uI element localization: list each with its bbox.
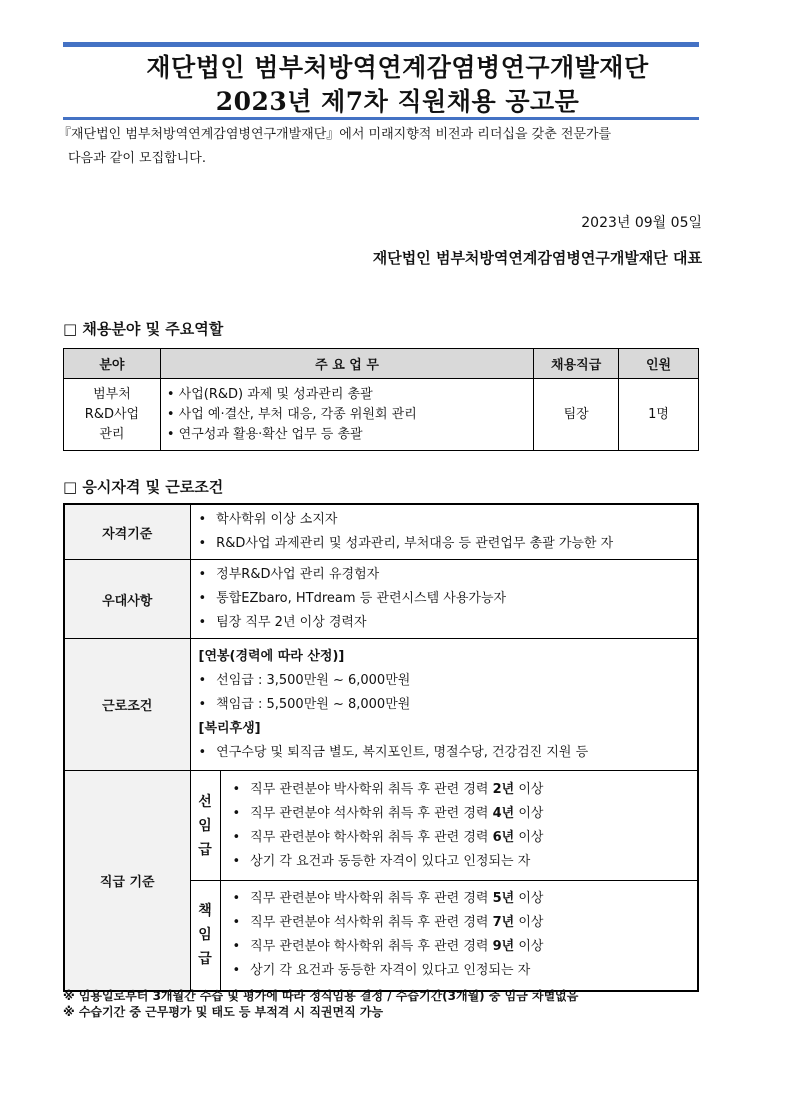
list-item: • 연구수당 및 퇴직금 별도, 복지포인트, 명절수당, 건강검진 지원 등 [199,741,690,765]
list-item: • 상기 각 요건과 동등한 자격이 있다고 인정되는 자 [233,850,690,874]
intro-line-2: 다음과 같이 모집합니다. [68,151,206,166]
header-field: 분야 [64,349,161,379]
notice-date: 2023년 09월 05일 [581,215,702,231]
list-item: • 팀장 직무 2년 이상 경력자 [199,611,690,635]
grade-cell: 팀장 [534,379,619,451]
field-cell [64,379,161,451]
principal-grade-label [190,881,220,991]
label-qualification: 자격기준 [64,504,190,560]
section-title-recruitment: □ 채용분야 및 주요역할 [63,320,224,338]
qualifications-table [63,503,699,992]
field-line: 범부처 [93,386,131,402]
recruitment-table [63,348,699,451]
list-item: • 직무 관련분야 박사학위 취득 후 관련 경력 2년 이상 [233,778,690,802]
list-item: • 직무 관련분야 박사학위 취득 후 관련 경력 5년 이상 [233,887,690,911]
principal-char: 급 [198,951,212,968]
count-cell: 1명 [619,379,699,451]
list-item: • 사업(R&D) 과제 및 성과관리 총괄 [166,386,373,402]
title-bottom-bar [63,117,699,120]
notice-title: 2023년 제7차 직원채용 공고문 [215,87,580,116]
label-preference: 우대사항 [64,560,190,639]
list-item: • 학사학위 이상 소지자 [199,508,690,532]
footnotes [63,988,578,1020]
senior-char: 선 [198,793,212,810]
welfare-title: [복리후생] [198,720,261,736]
section-title-qualifications: □ 응시자격 및 근로조건 [63,478,224,496]
list-item: • 책임급 : 5,500만원 ~ 8,000만원 [199,693,690,717]
label-grade-criteria: 직급 기준 [64,771,190,991]
senior-char: 급 [198,841,212,858]
field-line: R&D사업 [84,406,140,422]
salary-title: [연봉(경력에 따라 산정)] [198,648,345,664]
org-title: 재단법인 범부처방역연계감염병연구개발재단 [146,53,649,82]
list-item: • 직무 관련분야 학사학위 취득 후 관련 경력 9년 이상 [233,935,690,959]
intro-paragraph [58,123,708,171]
senior-criteria [220,771,698,881]
list-item: • 사업 예·결산, 부처 대응, 각종 위원회 관리 [166,406,417,422]
list-item: • 직무 관련분야 석사학위 취득 후 관련 경력 7년 이상 [233,911,690,935]
footnote: ※ 임용일로부터 3개월간 수습 및 평가에 따라 정식임용 결정 / 수습기간(3개월) 중 임금 차별없음 [63,989,579,1003]
list-item: • 연구성과 활용·확산 업무 등 총괄 [166,426,363,442]
conditions-body [190,639,698,771]
list-item: • 통합EZbaro, HTdream 등 관련시스템 사용가능자 [199,587,690,611]
signer: 재단법인 범부처방역연계감염병연구개발재단 대표 [372,249,702,267]
header-duties: 주 요 업 무 [160,349,533,379]
list-item: • 직무 관련분야 학사학위 취득 후 관련 경력 6년 이상 [233,826,690,850]
table-row [64,639,698,771]
list-item: • 정부R&D사업 관리 유경험자 [199,563,690,587]
principal-char: 임 [198,927,212,944]
principal-char: 책 [198,903,212,920]
header-count: 인원 [619,349,699,379]
senior-char: 임 [198,817,212,834]
footnote: ※ 수습기간 중 근무평가 및 태도 등 부적격 시 직권면직 가능 [63,1005,384,1019]
list-item: • 직무 관련분야 석사학위 취득 후 관련 경력 4년 이상 [233,802,690,826]
qualification-body [190,504,698,560]
table-row [64,379,699,451]
title-top-bar [63,42,699,47]
preference-body [190,560,698,639]
list-item: • 상기 각 요건과 동등한 자격이 있다고 인정되는 자 [233,959,690,983]
table-row [64,560,698,639]
table-row [64,771,698,881]
table-header-row [64,349,699,379]
intro-line-1: 『재단법인 범부처방역연계감염병연구개발재단』에서 미래지향적 비전과 리더십을 갖춘 전문가를 [58,127,612,142]
header-grade: 채용직급 [534,349,619,379]
list-item: • R&D사업 과제관리 및 성과관리, 부처대응 등 관련업무 총괄 가능한 자 [199,532,690,556]
principal-criteria [220,881,698,991]
table-row [64,504,698,560]
senior-grade-label [190,771,220,881]
field-line: 관리 [99,426,125,442]
list-item: • 선임급 : 3,500만원 ~ 6,000만원 [199,669,690,693]
duties-cell [160,379,533,451]
label-conditions: 근로조건 [64,639,190,771]
